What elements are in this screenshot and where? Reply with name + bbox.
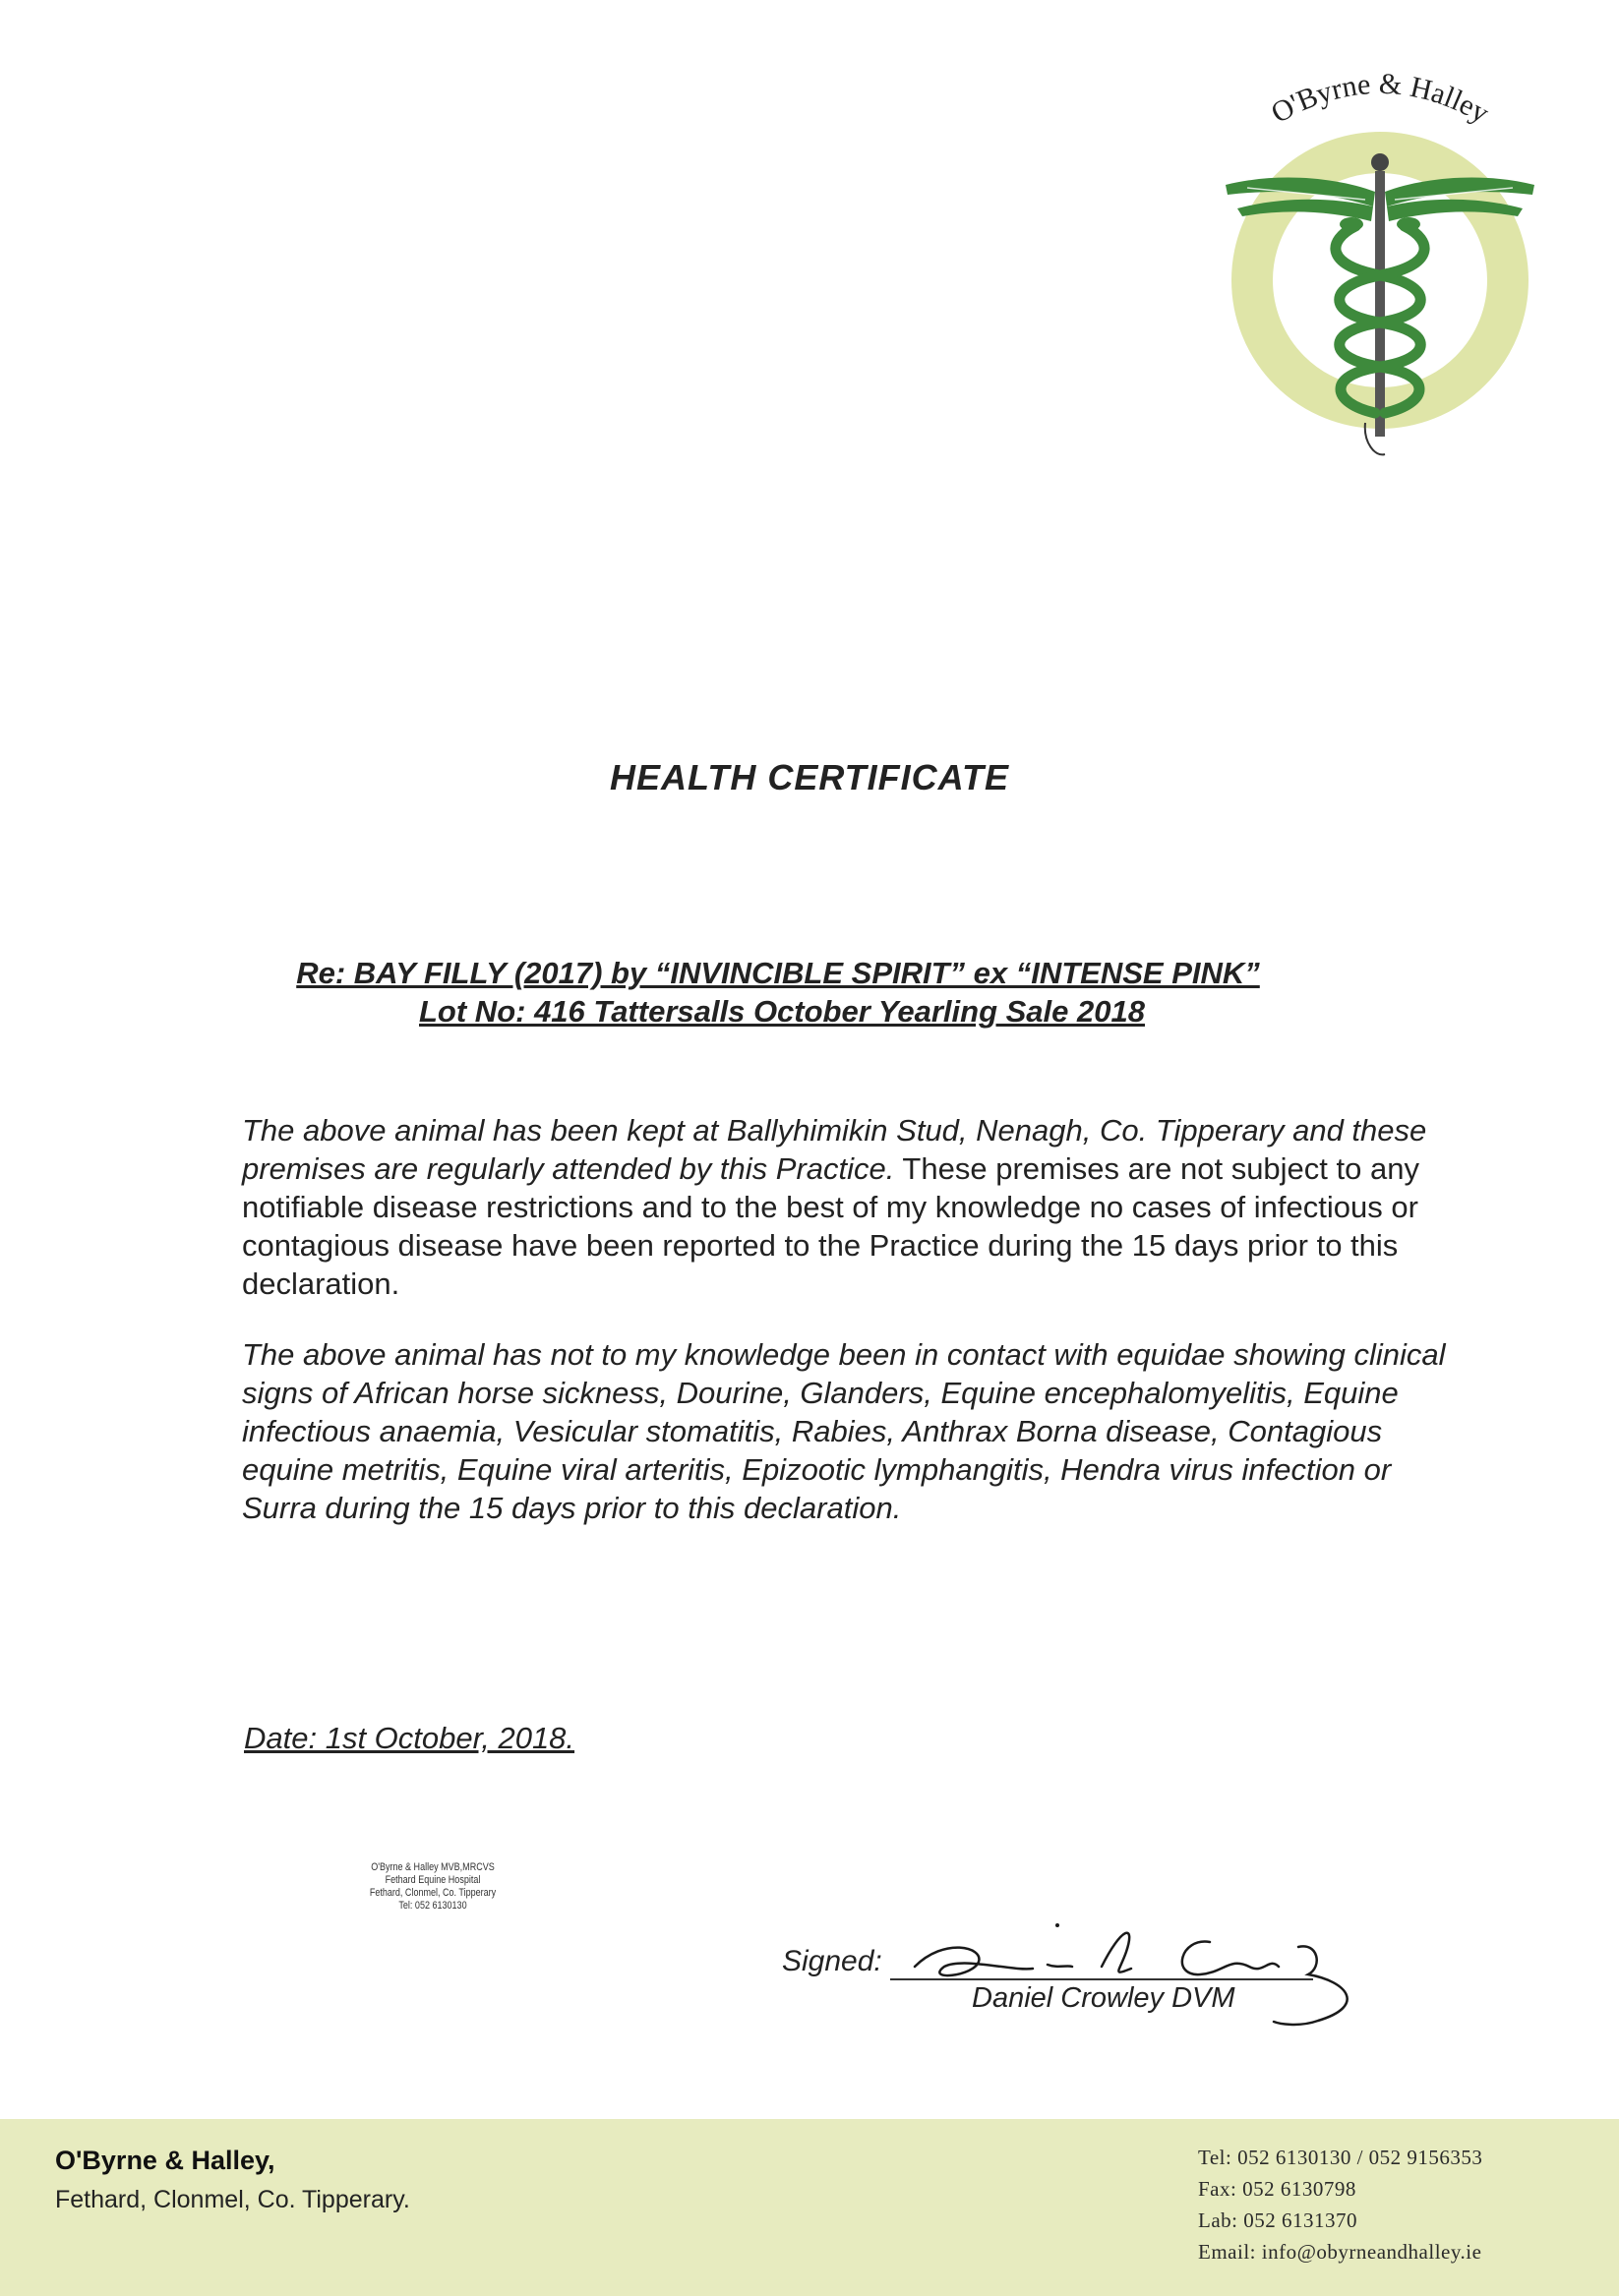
caduceus-logo-icon — [1218, 69, 1542, 462]
premises-statement: The above animal has been kept at Ballyhimikin Stud, Nenagh, Co. Tipperary and these premises are regularly attended by this Practice. — [242, 1113, 1427, 1186]
signer-name: Daniel Crowley DVM — [972, 1982, 1235, 2014]
footer-tel: Tel: 052 6130130 / 052 9156353 — [1198, 2146, 1483, 2169]
stamp-line: Tel: 052 6130130 — [398, 1900, 467, 1912]
logo-brand-text: O'Byrne & Halley — [1265, 69, 1495, 130]
restrictions-statement: These premises are not subject to any notifiable disease restrictions and to the best of my knowledge no cases of infectious or contagious disease have been reported to the Practice during the 15 days prior to this declaration. — [242, 1151, 1419, 1301]
declaration-paragraph-2: The above animal has not to my knowledge been in contact with equidae showing clinical signs of African horse sickness, Dourine, Glanders, Equine encephalomyelitis, Equine infectious anaemia, Vesicular stomatitis, Rabies, Anthrax Borna disease, Contagious equine metritis, Equine viral arteritis, Epizootic lymphangitis, Hendra virus infection or Surra during the 15 days prior to this declaration. — [242, 1337, 1446, 1525]
stamp-line: O'Byrne & Halley MVB,MRCVS — [371, 1861, 495, 1873]
footer-firm-name: O'Byrne & Halley, — [55, 2146, 275, 2175]
subject-line: Re: BAY FILLY (2017) by “INVINCIBLE SPIRIT” ex “INTENSE PINK” — [296, 956, 1260, 990]
certificate-title: HEALTH CERTIFICATE — [610, 757, 1009, 797]
footer-lab: Lab: 052 6131370 — [1198, 2208, 1357, 2232]
practice-stamp — [352, 1861, 513, 1913]
declaration-paragraph-1 — [242, 1111, 1452, 1303]
handwritten-signature — [885, 1898, 1377, 2035]
stamp-line: Fethard, Clonmel, Co. Tipperary — [369, 1887, 497, 1899]
footer-contact — [1198, 2142, 1482, 2267]
footer-address: Fethard, Clonmel, Co. Tipperary. — [55, 2186, 410, 2213]
lot-line: Lot No: 416 Tattersalls October Yearling Sale 2018 — [419, 994, 1145, 1029]
signature-line — [890, 1978, 1313, 1980]
footer-email: Email: info@obyrneandhalley.ie — [1198, 2240, 1482, 2264]
stamp-line: Fethard Equine Hospital — [385, 1874, 481, 1886]
certificate-date: Date: 1st October, 2018. — [244, 1721, 575, 1755]
footer-fax: Fax: 052 6130798 — [1198, 2177, 1356, 2201]
practice-logo — [1218, 69, 1542, 462]
signed-label: Signed: — [782, 1945, 882, 1977]
